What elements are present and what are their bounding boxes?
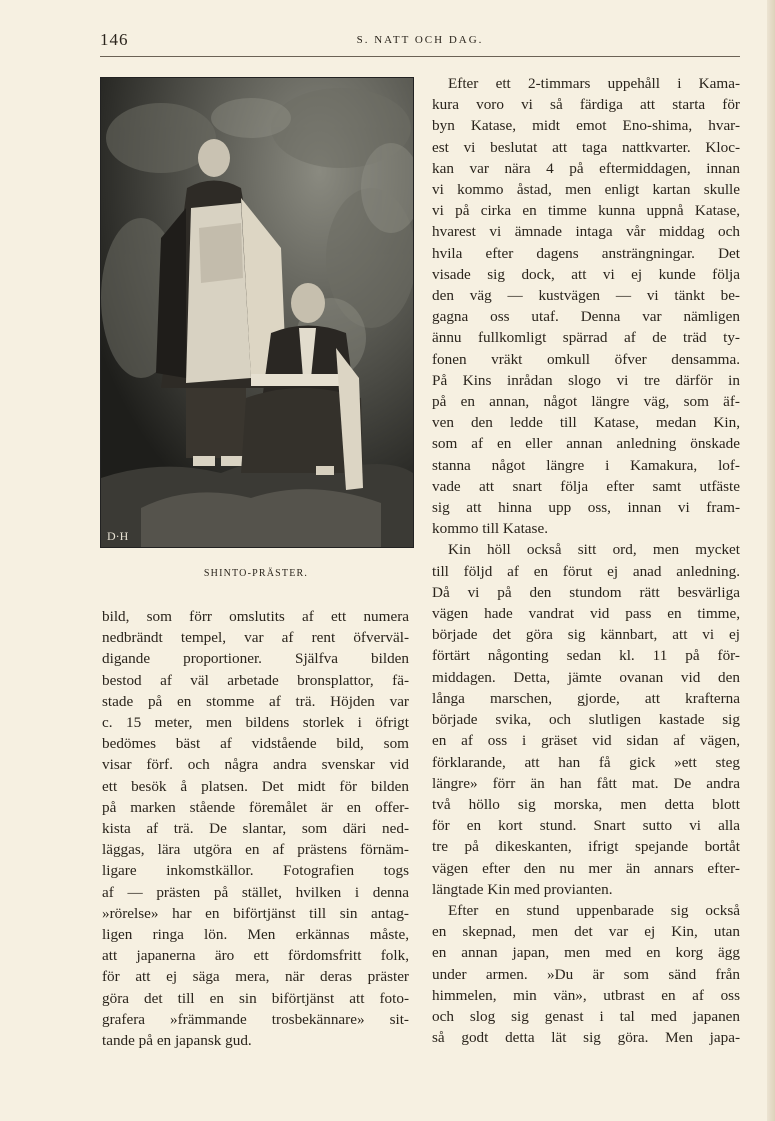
text-line: hvila efter dagens ansträngningar. Det bbox=[432, 244, 740, 262]
page-edge bbox=[767, 0, 775, 1121]
text-line: fonen vräkt omkull öfver densamma. bbox=[432, 350, 740, 368]
text-line: nedbrändt tempel, var af rent öfverväl- bbox=[102, 629, 409, 647]
text-line: ligare inkomstkällor. Fotografien togs bbox=[102, 862, 409, 880]
text-line: en annan japan, men med en korg ägg bbox=[432, 944, 740, 962]
text-line: af — prästen på stället, hvilken i denna bbox=[102, 883, 409, 901]
text-line: ven den ledde till Katase, medan Kin, bbox=[432, 414, 740, 432]
text-line: göra det till en sin biförtjänst att foto- bbox=[102, 989, 409, 1007]
text-line: visar förf. och några andra svenskar vid bbox=[102, 756, 409, 774]
text-line: och slog sig genast i tal med japanen bbox=[432, 1007, 740, 1025]
text-line: stade på en stomme af trä. Höjden var bbox=[102, 692, 409, 710]
text-line: stanna något längre i Kamakura, lof- bbox=[432, 456, 740, 474]
text-line: c. 15 meter, men bildens storlek i öfrigt bbox=[102, 714, 409, 732]
text-line: visade sig dock, att vi ej kunde följa bbox=[432, 265, 740, 283]
photograph-shinto-priests bbox=[100, 77, 414, 548]
text-line: under armen. »Du är som sänd från bbox=[432, 965, 740, 983]
text-line: en skepnad, men det var ej Kin, utan bbox=[432, 923, 740, 941]
photo-caption: SHINTO-PRÄSTER. bbox=[203, 568, 309, 579]
page-number: 146 bbox=[100, 30, 129, 49]
text-line: den väg — kustvägen — vi tänkt be- bbox=[432, 287, 740, 305]
text-line: en af oss i gräset vid sidan af vägen, bbox=[432, 732, 740, 750]
text-line: vade att snart följa efter samt utfäste bbox=[432, 477, 740, 495]
text-line: så godt detta lät sig göra. Men japa- bbox=[432, 1029, 740, 1047]
text-line: att japanerna äro ett fördomsfritt folk, bbox=[102, 947, 409, 965]
text-line: förtärt någonting sedan kl. 11 på för- bbox=[432, 647, 740, 665]
text-line: för att ej säga mera, när deras präster bbox=[102, 968, 409, 986]
left-column-text bbox=[102, 606, 409, 1051]
text-line: Då vi på den stundom rätt besvärliga bbox=[432, 583, 740, 601]
right-column-text bbox=[432, 73, 740, 1048]
text-line: vi på cirka en timme kunna uppnå Katase, bbox=[432, 202, 740, 220]
text-line: grafera »främmande trosbekännare» sit- bbox=[102, 1010, 409, 1028]
text-line: kommo till Katase. bbox=[432, 520, 548, 538]
text-line: tande på en japansk gud. bbox=[102, 1032, 252, 1050]
text-line: tre på dikeskanten, ifrigt spejande bortåt bbox=[432, 838, 740, 856]
running-title: S. NATT OCH DAG. bbox=[356, 34, 484, 46]
text-line: kan var nära 4 på eftermiddagen, innan bbox=[432, 159, 740, 177]
text-line: »rörelse» har en biförtjänst till sin antag- bbox=[102, 904, 409, 922]
text-line: bestod af väl arbetade bronsplattor, fä- bbox=[102, 671, 409, 689]
text-line: två höllo sig morska, men detta blott bbox=[432, 795, 740, 813]
text-line: kura voro vi så färdiga att starta för bbox=[432, 96, 740, 114]
text-line: bedömes bäst af vidstående bild, som bbox=[102, 735, 409, 753]
text-line: hvarest vi ämnade intaga vår middag och bbox=[432, 223, 740, 241]
text-line: vi kommo åstad, men enligt kartan skulle bbox=[432, 181, 740, 199]
text-line: för en kort stund. Snart sutto vi alla bbox=[432, 817, 740, 835]
text-line: längtade Kin med provianten. bbox=[432, 880, 613, 898]
text-line: började svika, och slutligen kastade sig bbox=[432, 711, 740, 729]
text-line: till följd af en förut ej anad anledning. bbox=[432, 562, 740, 580]
text-line: gagna oss utaf. Denna var nämligen bbox=[432, 308, 740, 326]
page-header bbox=[100, 28, 740, 57]
text-line: vägen efter den nu mer än annars efter- bbox=[432, 859, 740, 877]
text-line: på en annan, något längre väg, som äf- bbox=[432, 393, 740, 411]
text-line: sig att hinna upp oss, innan vi fram- bbox=[432, 499, 740, 517]
text-line: som af en eller annan anledning önskade bbox=[432, 435, 740, 453]
text-line: ett besök å platsen. Det midt för bilden bbox=[102, 777, 409, 795]
text-line: förklarande, att han få gick »ett steg bbox=[432, 753, 740, 771]
text-line: På Kins inrådan slogo vi tre därför in bbox=[432, 371, 740, 389]
text-line: ännu fullkomligt spärrad af de träd ty- bbox=[432, 329, 740, 347]
text-line: kista af trä. De slantar, som däri ned- bbox=[102, 820, 409, 838]
text-line: ligen ringa lön. Men erkännas måste, bbox=[102, 926, 409, 944]
text-line: bild, som förr omslutits af ett numera bbox=[102, 608, 409, 625]
text-line: byn Katase, midt emot Eno-shima, hvar- bbox=[432, 117, 740, 135]
text-line: Efter en stund uppenbarade sig också bbox=[448, 901, 740, 919]
text-line: Efter ett 2-timmars uppehåll i Kama- bbox=[448, 75, 740, 92]
text-line: Kin höll också sitt ord, men mycket bbox=[448, 541, 740, 559]
text-line: digande proportioner. Själfva bilden bbox=[102, 650, 409, 668]
text-line: himmelen, min vän», utbrast en af oss bbox=[432, 986, 740, 1004]
text-line: middagen. Detta, jämte ovanan vid den bbox=[432, 668, 740, 686]
text-line: började det göra sig kännbart, att vi ej bbox=[432, 626, 740, 644]
text-line: längre» förr än han fått mat. De andra bbox=[432, 774, 740, 792]
text-line: på marken stående föremålet är en offer- bbox=[102, 798, 409, 816]
photo-monogram: D·H bbox=[107, 529, 129, 543]
text-line: långa marschen, gjorde, att krafterna bbox=[432, 689, 740, 707]
text-line: est vi beslutat att taga nattkvarter. Kloc- bbox=[432, 138, 740, 156]
text-line: vägen hade vandrat vid pass en timme, bbox=[432, 605, 740, 623]
text-line: läggas, lära utgöra en af prästens förnäm- bbox=[102, 841, 409, 859]
